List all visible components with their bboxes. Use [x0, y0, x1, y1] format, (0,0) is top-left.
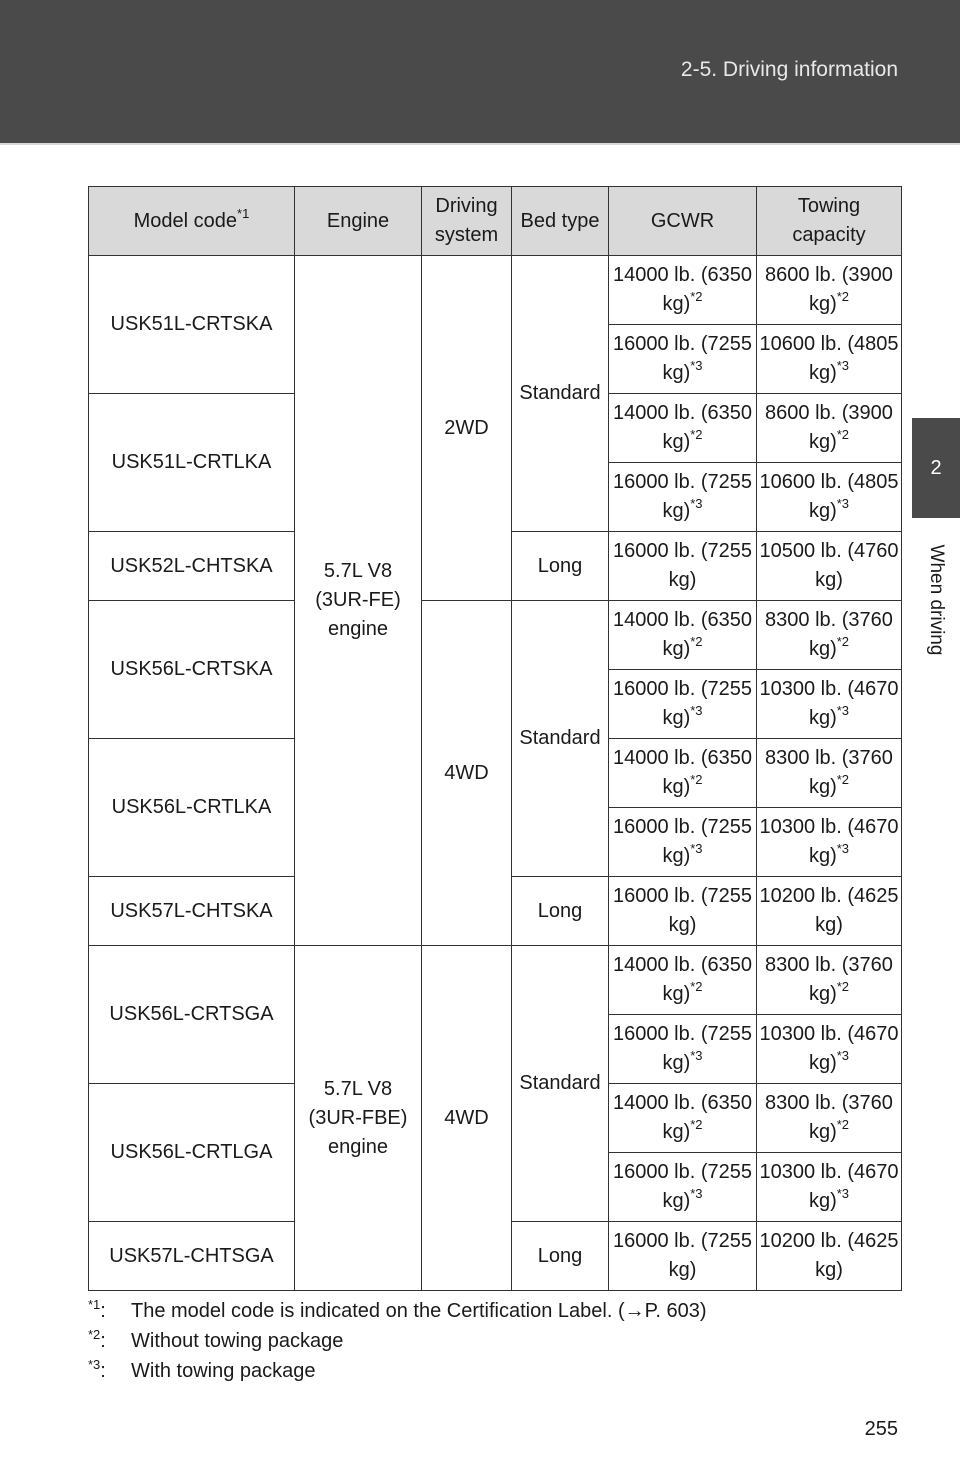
cell-value: 8600 lb. (3900 kg) — [765, 264, 893, 315]
towing-capacity-cell — [757, 808, 902, 877]
cell-value: 16000 lb. (7255 kg) — [612, 333, 752, 384]
bed-cell: Long — [512, 1222, 609, 1291]
footnote-text: Without towing package — [131, 1330, 344, 1352]
model-cell: USK52L-CHTSKA — [89, 532, 295, 601]
bed-cell: Long — [512, 532, 609, 601]
gcwr-cell — [609, 808, 757, 877]
towing-capacity-cell — [757, 670, 902, 739]
towing-capacity-cell — [757, 1084, 902, 1153]
footnote-ref: *3 — [690, 703, 703, 718]
towing-capacity-cell — [757, 946, 902, 1015]
gcwr-cell — [609, 256, 757, 325]
cell-value: 14000 lb. (6350 kg) — [612, 747, 752, 798]
footnote — [88, 1356, 707, 1386]
header-model-code: Model code$^{*1}$ — [89, 187, 295, 256]
gcwr-cell — [609, 877, 757, 946]
gcwr-cell — [609, 601, 757, 670]
cell-value: 14000 lb. (6350 kg) — [612, 402, 752, 453]
footnote-ref: *2 — [690, 1117, 703, 1132]
cell-value: 16000 lb. (7255 kg) — [612, 1161, 752, 1212]
footnote-ref: *2 — [690, 289, 703, 304]
cell-value: 10300 lb. (4670 kg) — [759, 1023, 899, 1074]
footnote-ref: *2 — [836, 634, 850, 649]
footnote-ref: *2 — [836, 772, 850, 787]
gcwr-cell — [609, 670, 757, 739]
cell-value: 8300 lb. (3760 kg) — [765, 609, 893, 660]
cell-value: 14000 lb. (6350 kg) — [612, 1092, 752, 1143]
footnote-ref: *2 — [836, 427, 850, 442]
model-cell: USK57L-CHTSKA — [89, 877, 295, 946]
drive-cell: 4WD — [422, 601, 512, 946]
gcwr-cell — [609, 1084, 757, 1153]
gcwr-cell — [609, 1153, 757, 1222]
chapter-tab-number: 2 — [912, 418, 960, 518]
gcwr-cell — [609, 1222, 757, 1291]
towing-capacity-cell — [757, 1015, 902, 1084]
model-cell: USK51L-CRTLKA — [89, 394, 295, 532]
model-cell: USK51L-CRTSKA — [89, 256, 295, 394]
towing-capacity-cell — [757, 1153, 902, 1222]
cell-value: 16000 lb. (7255 kg) — [612, 885, 752, 936]
model-cell: USK57L-CHTSGA — [89, 1222, 295, 1291]
gcwr-cell — [609, 739, 757, 808]
cell-value: 10300 lb. (4670 kg) — [759, 678, 899, 729]
towing-capacity-cell — [757, 601, 902, 670]
footnote-mark: $^{*3}$: — [88, 1357, 106, 1382]
footnote-ref: *3 — [836, 1186, 850, 1201]
cell-value: 10500 lb. (4760 kg) — [759, 540, 899, 591]
gcwr-cell — [609, 325, 757, 394]
header-bed-type: Bed type — [512, 187, 609, 256]
cell-value: 10300 lb. (4670 kg) — [759, 1161, 899, 1212]
page-header-bar — [0, 0, 960, 145]
footnote-ref: *2 — [690, 427, 703, 442]
bed-cell: Standard — [512, 601, 609, 877]
footnote-ref: *3 — [690, 358, 703, 373]
footnote-ref: *2 — [690, 979, 703, 994]
cell-value: 16000 lb. (7255 kg) — [612, 678, 752, 729]
towing-capacity-cell — [757, 739, 902, 808]
gcwr-cell — [609, 946, 757, 1015]
footnote-ref: *3 — [836, 1048, 850, 1063]
cell-value: 16000 lb. (7255 kg) — [612, 1230, 752, 1281]
model-cell: USK56L-CRTLKA — [89, 739, 295, 877]
cell-value: 16000 lb. (7255 kg) — [612, 816, 752, 867]
cell-value: 14000 lb. (6350 kg) — [612, 954, 752, 1005]
engine-cell: 5.7L V8 (3UR-FE) engine — [295, 256, 422, 946]
cell-value: 10200 lb. (4625 kg) — [759, 885, 899, 936]
cell-value: 16000 lb. (7255 kg) — [612, 471, 752, 522]
cell-value: 14000 lb. (6350 kg) — [612, 264, 752, 315]
header-driving-system: Driving system — [422, 187, 512, 256]
footnotes — [88, 1296, 707, 1386]
engine-cell: 5.7L V8 (3UR-FBE) engine — [295, 946, 422, 1291]
footnote-ref: *2 — [836, 979, 850, 994]
page-number: 255 — [864, 1418, 898, 1440]
footnote-ref: *2 — [690, 634, 703, 649]
footnote-ref: *3 — [836, 496, 850, 511]
towing-capacity-cell — [757, 463, 902, 532]
towing-capacity-cell — [757, 256, 902, 325]
cell-value: 10600 lb. (4805 kg) — [759, 333, 899, 384]
cell-value: 8600 lb. (3900 kg) — [765, 402, 893, 453]
footnote-ref: *3 — [690, 1048, 703, 1063]
cell-value: 10600 lb. (4805 kg) — [759, 471, 899, 522]
towing-capacity-cell — [757, 877, 902, 946]
cell-value: 14000 lb. (6350 kg) — [612, 609, 752, 660]
chapter-sidebar — [912, 145, 960, 1484]
table-row — [89, 601, 902, 670]
gcwr-cell — [609, 532, 757, 601]
cell-value: 16000 lb. (7255 kg) — [612, 1023, 752, 1074]
towing-capacity-cell — [757, 532, 902, 601]
footnote — [88, 1296, 707, 1326]
footnote-mark: $^{*1}$: — [88, 1297, 106, 1322]
header-towing-capacity: Towing capacity — [757, 187, 902, 256]
cell-value: 16000 lb. (7255 kg) — [612, 540, 752, 591]
footnote-ref: *2 — [836, 1117, 850, 1132]
footnote-ref: *3 — [836, 358, 850, 373]
footnote-ref: *2 — [836, 289, 850, 304]
cell-value: 8300 lb. (3760 kg) — [765, 954, 893, 1005]
bed-cell: Standard — [512, 946, 609, 1222]
footnote-text: The model code is indicated on the Certification Label. (→P. 603) — [131, 1300, 707, 1322]
footnote-ref: *3 — [690, 1186, 703, 1201]
footnote-ref: *3 — [836, 841, 850, 856]
table-body — [89, 256, 902, 1291]
chapter-tab-label: When driving — [926, 544, 947, 656]
gcwr-cell — [609, 1015, 757, 1084]
footnote — [88, 1326, 707, 1356]
footnote-mark: $^{*2}$: — [88, 1327, 106, 1352]
cell-value: 8300 lb. (3760 kg) — [765, 1092, 893, 1143]
header-gcwr: GCWR — [609, 187, 757, 256]
table-row — [89, 946, 902, 1015]
footnote-ref: *3 — [836, 703, 850, 718]
cell-value: 8300 lb. (3760 kg) — [765, 747, 893, 798]
towing-spec-table — [88, 186, 902, 1291]
bed-cell: Long — [512, 877, 609, 946]
towing-capacity-cell — [757, 394, 902, 463]
footnote-ref: *3 — [690, 841, 703, 856]
footnote-ref: *1 — [237, 205, 250, 221]
footnote-ref: *3 — [690, 496, 703, 511]
section-title: 2-5. Driving information — [680, 58, 898, 81]
footnote-text: With towing package — [131, 1360, 316, 1382]
drive-cell: 4WD — [422, 946, 512, 1291]
header-engine: Engine — [295, 187, 422, 256]
drive-cell: 2WD — [422, 256, 512, 601]
cell-value: 10200 lb. (4625 kg) — [759, 1230, 899, 1281]
model-cell: USK56L-CRTSGA — [89, 946, 295, 1084]
footnote-ref: *2 — [690, 772, 703, 787]
towing-capacity-cell — [757, 325, 902, 394]
gcwr-cell — [609, 394, 757, 463]
model-cell: USK56L-CRTLGA — [89, 1084, 295, 1222]
model-cell: USK56L-CRTSKA — [89, 601, 295, 739]
gcwr-cell — [609, 463, 757, 532]
bed-cell: Standard — [512, 256, 609, 532]
towing-capacity-cell — [757, 1222, 902, 1291]
table-row — [89, 256, 902, 325]
cell-value: 10300 lb. (4670 kg) — [759, 816, 899, 867]
